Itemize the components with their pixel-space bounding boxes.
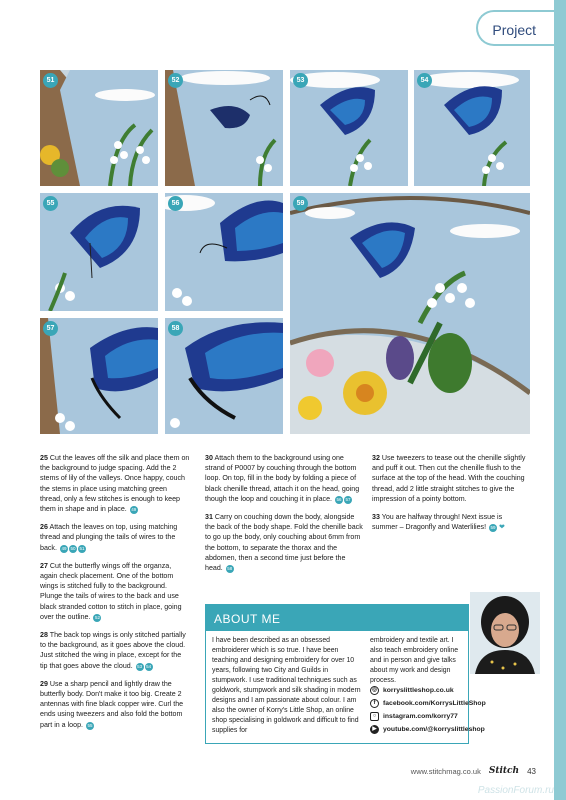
photo-ref-badge: 56	[336, 496, 342, 502]
step-photo-55	[40, 193, 158, 311]
step-text: Attach the leaves on top, using matching thread and plunging the tails of wires to the back.	[40, 523, 178, 552]
about-me-text-left: I have been described as an obsessed embroiderer which is so true. I have been teaching and designing embroidery for over 10 years, following two City and Guilds in stumpwork. I use traditional techniques such as goldwork, stumpwork and silk shading in modern designs and I am passionate about colour. I am also the owner of Korry's Little Shop, an online shop specialising in goldwork and difficult to find supplies for	[212, 637, 361, 734]
instagram-icon: ○	[370, 712, 379, 721]
photo-ref-badge: 52	[94, 614, 100, 620]
watermark: PassionForum.ru	[477, 785, 554, 796]
section-tab: Project	[476, 10, 554, 46]
social-links	[370, 684, 520, 736]
step-photo-57	[40, 318, 158, 434]
photo-ref-badge: 50	[70, 545, 76, 551]
photo-ref-badge: 51	[79, 545, 85, 551]
photo-ref-badge: 59	[490, 525, 496, 531]
instructions-column-2	[205, 453, 363, 581]
photo-number: 57	[43, 321, 58, 336]
footer-site: www.stitchmag.co.uk	[410, 766, 481, 776]
photo-ref-badge: 58	[227, 566, 233, 572]
photo-57-image	[40, 318, 158, 434]
step-30	[205, 453, 363, 504]
step-26	[40, 522, 190, 553]
instagram-link[interactable]	[370, 710, 520, 722]
about-me-box	[205, 604, 486, 744]
step-number: 25	[40, 454, 48, 462]
page-footer	[411, 766, 536, 776]
photo-ref-badge: 49	[61, 545, 67, 551]
photo-ref-badge: 53	[137, 663, 143, 669]
photo-ref-badge: 57	[345, 496, 351, 502]
instructions-column-3	[372, 453, 528, 540]
step-number: 28	[40, 631, 48, 640]
step-photo-56	[165, 193, 283, 311]
step-number: 29	[40, 679, 48, 688]
photo-54-image	[414, 70, 530, 186]
photo-51-image	[40, 70, 158, 186]
step-photo-58	[165, 318, 283, 434]
photo-56-image	[165, 193, 283, 311]
about-me-heading: ABOUT ME	[206, 605, 468, 631]
photo-number: 55	[43, 196, 58, 211]
step-text: Use tweezers to tease out the chenille slightly and puff it out. Then cut the chenille flush to the surface at the top of the head. With the couching thread, add 2 little straight stitches to give the impression of a pointy bottom.	[372, 454, 526, 503]
link-text: facebook.com/KorrysLittleShop	[383, 699, 486, 707]
step-text: Cut the butterfly wings off the organza, again check placement. One of the bottom wings is stitched fully to the background. Plunge the tails of wires to the back and use black stranded cotton to stitch in place, going over the outline.	[40, 561, 182, 621]
photo-53-image	[290, 70, 408, 186]
photo-number: 52	[168, 73, 183, 88]
step-photo-53	[290, 70, 408, 186]
author-portrait	[470, 592, 540, 674]
globe-icon: ◎	[370, 686, 379, 695]
step-text: Use a sharp pencil and lightly draw the butterfly body. Don't make it too big. Create 2 antennas with fine black copper wire. Curl the ends using tweezers and also fold the bottom part in a loop.	[40, 679, 184, 729]
photo-number: 58	[168, 321, 183, 336]
step-number: 33	[372, 513, 380, 522]
step-text: Carry on couching down the body, alongside the back of the body shape. Fold the chenille back to go up the body, only couching about 6mm from the bottom, to separate the thorax and the abdomen, then a second time just before the head.	[205, 513, 363, 573]
step-photo-52	[165, 70, 283, 186]
step-25	[40, 453, 190, 514]
step-27	[40, 561, 190, 622]
facebook-link[interactable]	[370, 697, 520, 709]
step-29	[40, 679, 190, 730]
step-number: 31	[205, 513, 213, 522]
heart-icon: ❤	[499, 523, 505, 532]
author-portrait-image	[470, 592, 540, 674]
page-edge-strip	[554, 0, 566, 800]
link-text: youtube.com/@korryslittleshop	[383, 725, 485, 733]
website-link[interactable]	[370, 684, 520, 696]
step-number: 30	[205, 454, 213, 462]
link-text: instagram.com/korry77	[383, 712, 458, 720]
photo-number: 54	[417, 73, 432, 88]
photo-58-image	[165, 318, 283, 434]
photo-ref-badge: 55	[87, 722, 93, 728]
link-text: korryslittleshop.co.uk	[383, 686, 454, 694]
step-number: 26	[40, 523, 48, 532]
photo-ref-badge: 54	[146, 663, 152, 669]
instructions-column-1	[40, 453, 190, 738]
about-me-text-right: embroidery and textile art. I also teach embroidery online and in person and give talks about my work and design process.	[370, 637, 459, 684]
step-photo-59	[290, 193, 530, 434]
step-photo-54	[414, 70, 530, 186]
step-text: Attach them to the background using one strand of P0007 by couching through the bottom loop. On top, fill in the body by folding a piece of black chenille thread, attach it on the head, going though the loop and couching it in place.	[205, 454, 360, 503]
step-31	[205, 512, 363, 573]
page-number: 43	[527, 766, 536, 776]
photo-59-image	[290, 193, 530, 434]
footer-brand: Stitch	[488, 766, 520, 776]
step-photo-51	[40, 70, 158, 186]
step-text: Cut the leaves off the silk and place them on the background to judge spacing. Add the 2 stems of lily of the valleys. Once happy, couch the stems in place using matching green thread, only a few stitches is enough to keep them in shape and in place.	[40, 454, 190, 514]
facebook-icon: f	[370, 699, 379, 708]
step-text: The back top wings is only stitched partially to the background, as it goes above the cloud. Just stitched the wing in place, except for the tip that goes above the cloud.	[40, 631, 186, 670]
step-number: 32	[372, 454, 380, 462]
photo-number: 51	[43, 73, 58, 88]
photo-55-image	[40, 193, 158, 311]
step-text: You are halfway through! Next issue is summer – Dragonfly and Waterlilies!	[372, 513, 503, 532]
youtube-icon: ▶	[370, 725, 379, 734]
photo-number: 56	[168, 196, 183, 211]
step-number: 27	[40, 561, 48, 570]
youtube-link[interactable]	[370, 723, 520, 735]
photo-52-image	[165, 70, 283, 186]
step-28	[40, 630, 190, 671]
step-32	[372, 453, 528, 504]
photo-number: 59	[293, 196, 308, 211]
photo-ref-badge: 49	[131, 507, 137, 513]
photo-number: 53	[293, 73, 308, 88]
step-33	[372, 512, 528, 532]
